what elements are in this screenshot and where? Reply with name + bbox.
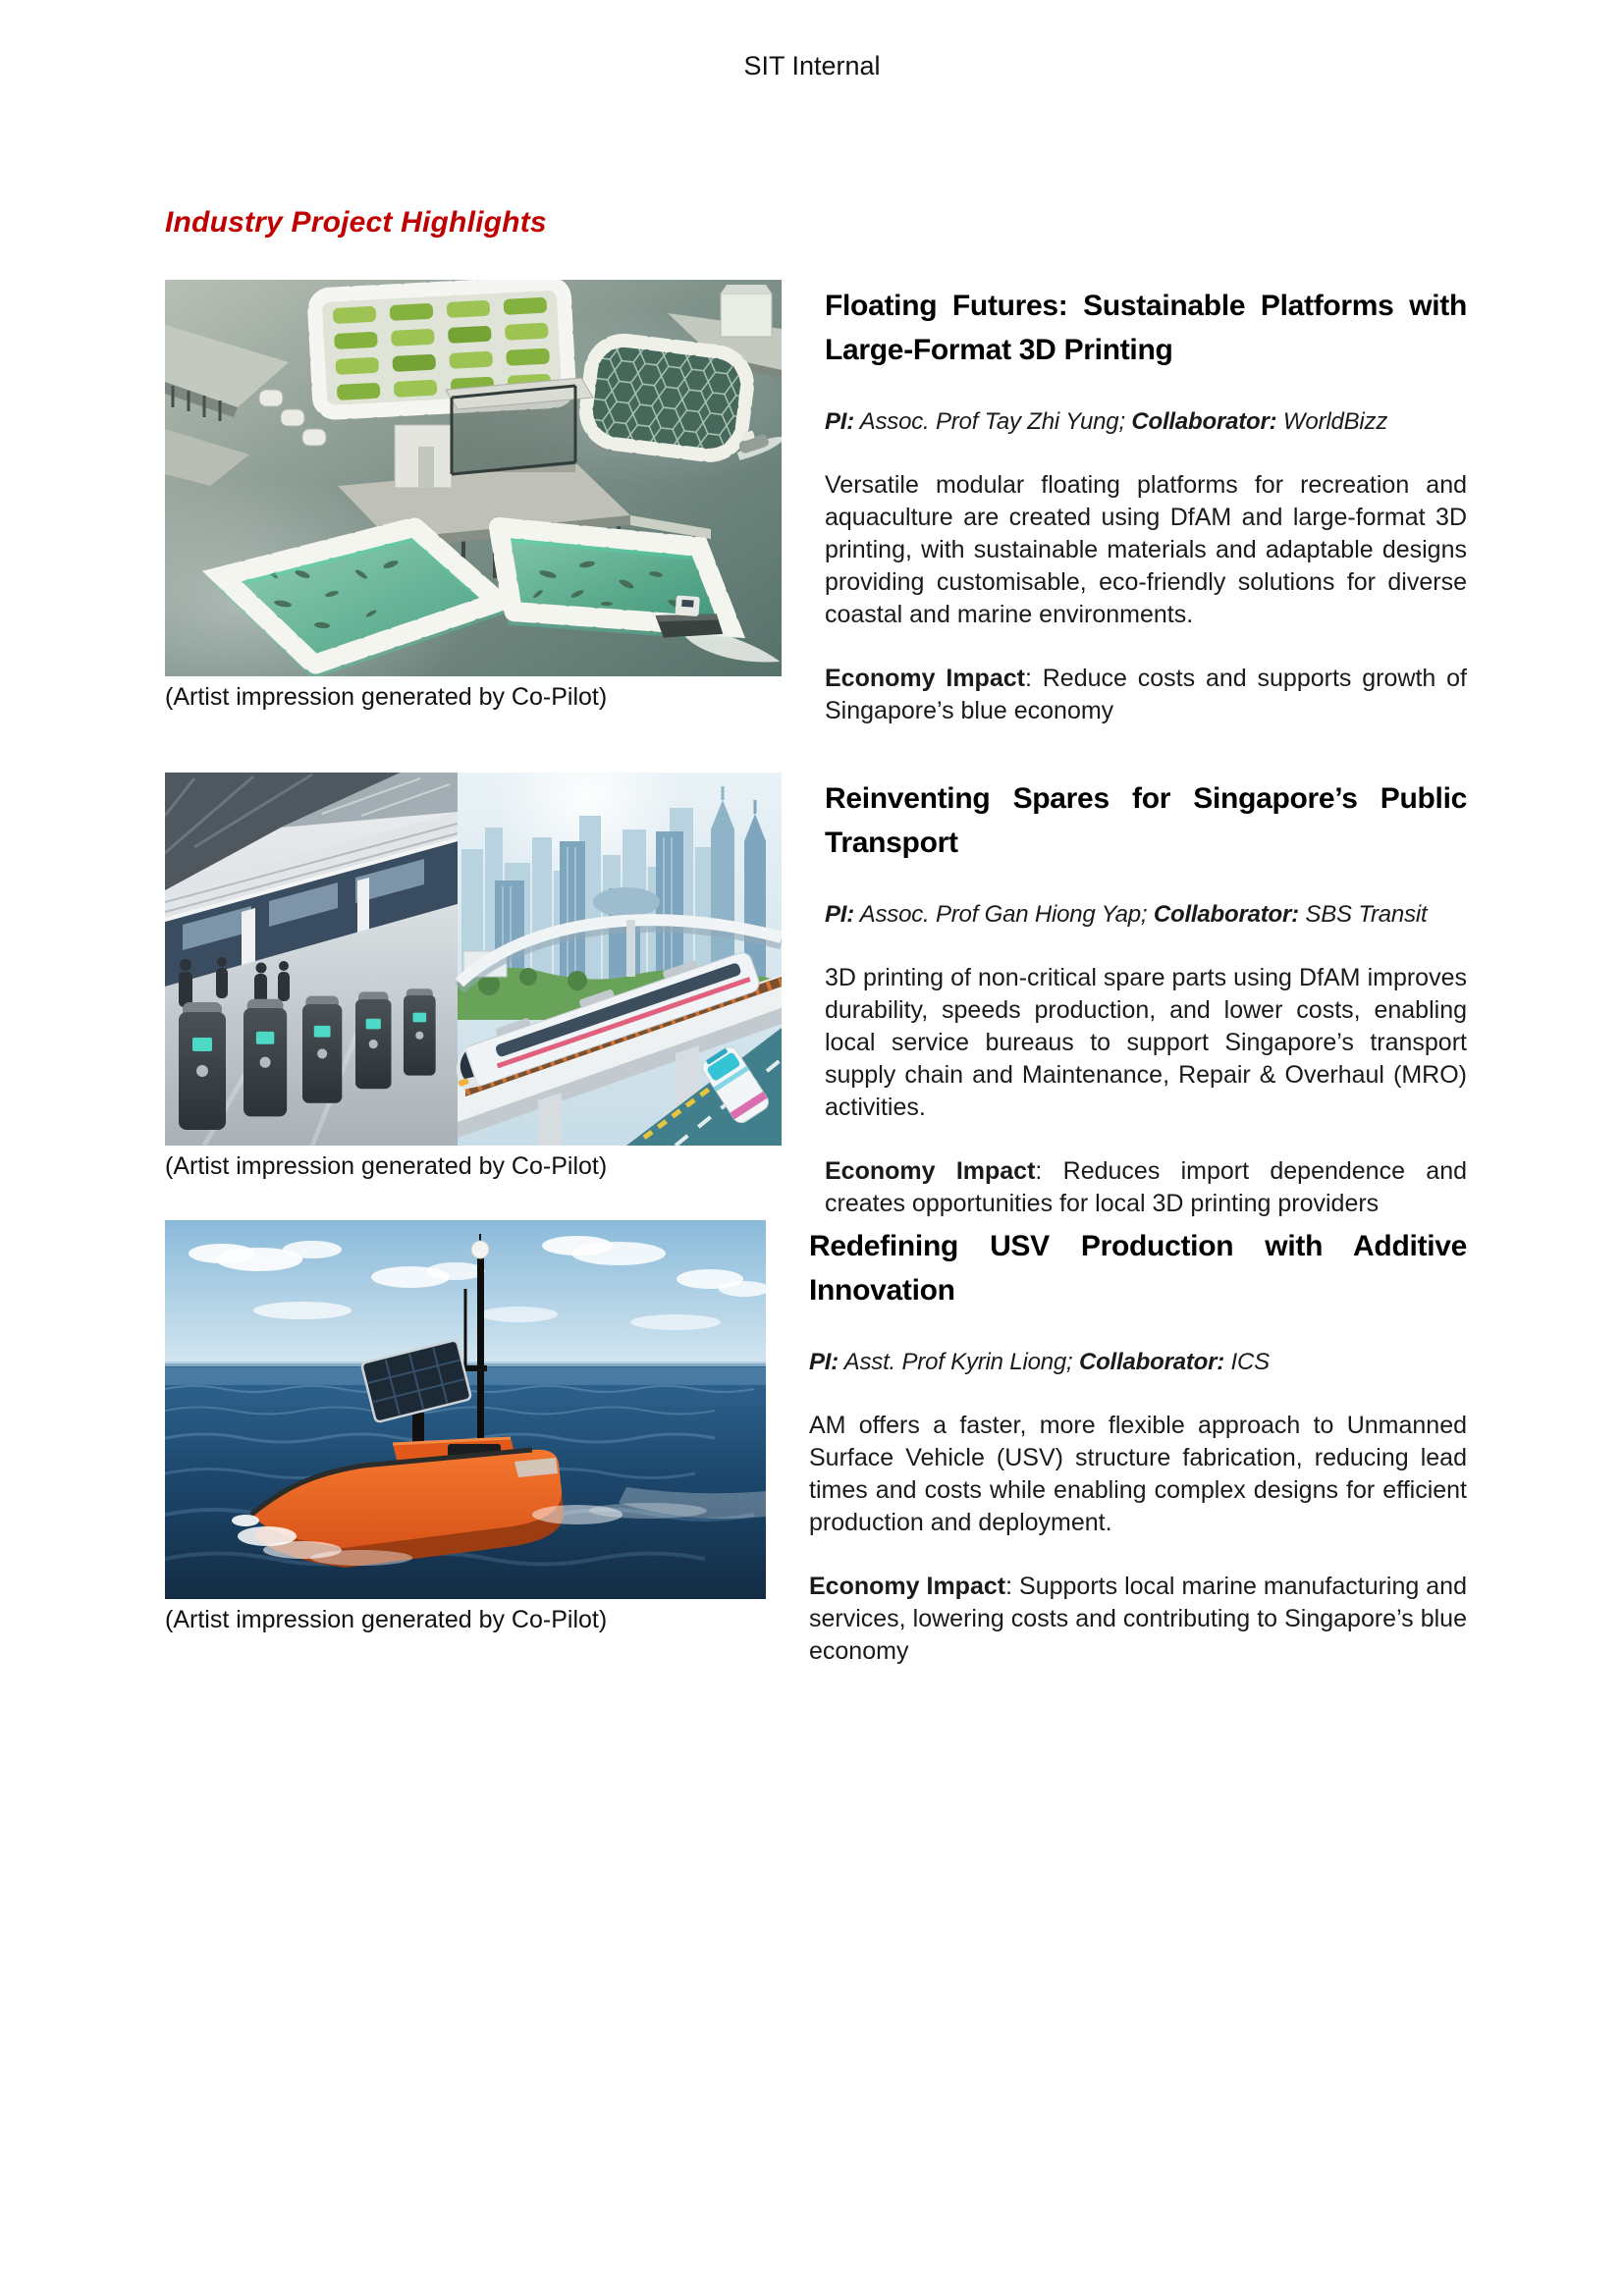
project-image-public-transport (165, 773, 782, 1146)
pi-name: Assoc. Prof Tay Zhi Yung; (854, 408, 1132, 435)
project-title: Floating Futures: Sustainable Platforms with Large-Format 3D Printing (825, 290, 1467, 366)
project-figure (165, 1220, 766, 1668)
image-caption: (Artist impression generated by Co-Pilot) (165, 683, 608, 711)
economy-impact-label: Economy Impact (825, 1157, 1036, 1185)
project-row (165, 773, 1467, 1220)
hex-net-fish-pen (582, 337, 751, 459)
project-figure (165, 280, 782, 727)
project-image-floating-platforms (165, 280, 782, 676)
economy-impact-line (809, 1571, 1467, 1668)
city-skyline-scene (446, 773, 782, 1146)
project-description: Versatile modular floating platforms for recreation and aquaculture are created using DfAM and large-format 3D printing, with sustainable materials and adaptable designs providing customisable, eco-friendly solutions for diverse coastal and marine environments. (825, 471, 1467, 628)
collaborator-name: ICS (1224, 1349, 1270, 1375)
collaborator-label: Collaborator: (1153, 901, 1299, 928)
economy-impact-label: Economy Impact (825, 665, 1025, 692)
project-description: AM offers a faster, more flexible approach to Unmanned Surface Vehicle (USV) structure fabrication, reducing lead times and costs while enabling complex designs for efficient production and deployment. (809, 1412, 1467, 1536)
project-text (825, 280, 1467, 727)
project-list (165, 280, 1467, 1668)
collaborator-label: Collaborator: (1131, 408, 1277, 435)
economy-impact-text: : Reduce costs and supports growth of Singapore’s blue economy (825, 665, 1467, 724)
image-caption: (Artist impression generated by Co-Pilot) (165, 1152, 608, 1180)
project-figure (165, 773, 782, 1220)
collaborator-name: WorldBizz (1276, 408, 1388, 435)
collaborator-name: SBS Transit (1298, 901, 1428, 928)
economy-impact-text: : Supports local marine manufacturing and services, lowering costs and contributing to Singapore’s blue economy (809, 1573, 1467, 1665)
collaborator-label: Collaborator: (1078, 1349, 1225, 1375)
project-description: 3D printing of non-critical spare parts using DfAM improves durability, speeds production, and lower costs, enabling local service bureaus to support Singapore’s transport supply chain and Maintenance, Repair & Overhaul (MRO) activities. (825, 964, 1467, 1121)
economy-impact-line (825, 663, 1467, 727)
pi-name: Assoc. Prof Gan Hiong Yap; (854, 901, 1154, 928)
gps-dome (471, 1241, 489, 1258)
economy-impact-line (825, 1155, 1467, 1220)
section-title: Industry Project Highlights (165, 206, 547, 239)
confidentiality-header: SIT Internal (743, 51, 881, 80)
pi-line (809, 1346, 1467, 1378)
pi-label: PI: (825, 408, 855, 435)
pi-label: PI: (825, 901, 855, 928)
project-text (825, 773, 1467, 1220)
pi-name: Asst. Prof Kyrin Liong; (839, 1349, 1079, 1375)
economy-impact-text: : Reduces import dependence and creates opportunities for local 3D printing providers (825, 1157, 1467, 1217)
project-image-usv (165, 1220, 766, 1599)
pi-line (825, 405, 1467, 438)
pi-line (825, 898, 1467, 931)
pi-label: PI: (809, 1349, 839, 1375)
project-row (165, 1220, 1467, 1668)
station-interior (165, 773, 458, 1146)
project-text (809, 1220, 1467, 1668)
mast (477, 1255, 484, 1452)
image-caption: (Artist impression generated by Co-Pilot) (165, 1606, 608, 1633)
project-row (165, 280, 1467, 727)
economy-impact-label: Economy Impact (809, 1573, 1006, 1600)
project-title: Reinventing Spares for Singapore’s Public Transport (825, 782, 1467, 859)
project-title: Redefining USV Production with Additive Innovation (809, 1230, 1467, 1307)
